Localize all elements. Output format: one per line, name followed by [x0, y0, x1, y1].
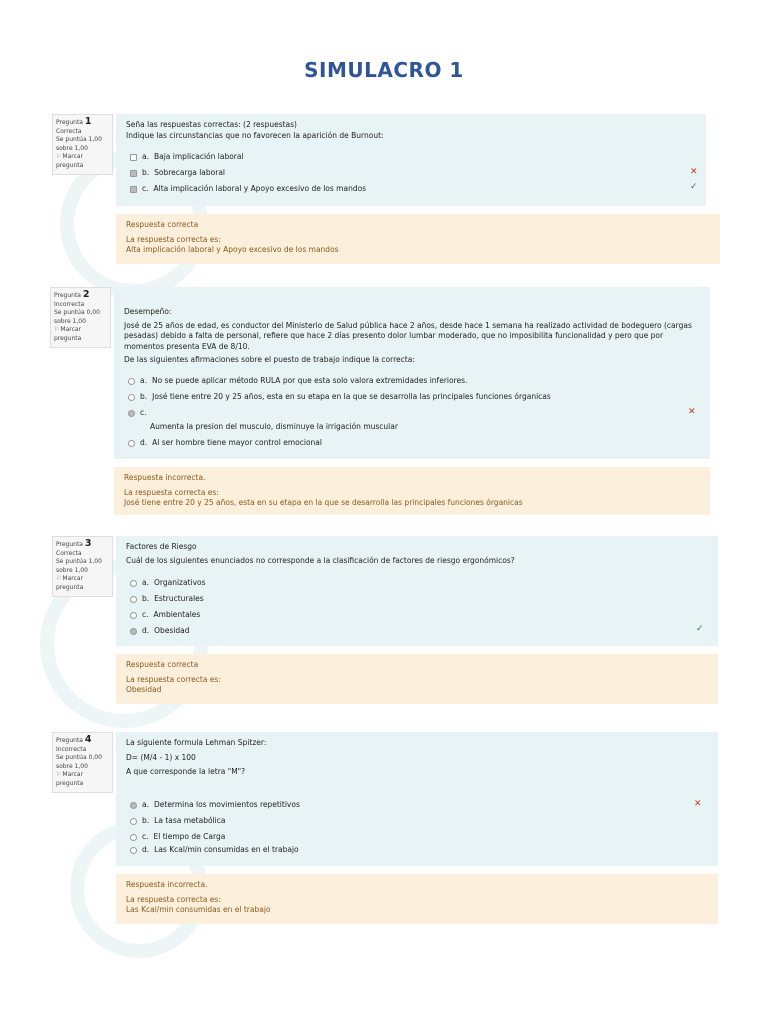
question-number: 1: [84, 116, 92, 127]
question-status: Incorrecta: [54, 300, 85, 308]
question-4: [52, 732, 718, 926]
question-text: De las siguientes afirmaciones sobre el puesto de trabajo indique la correcta:: [124, 355, 415, 364]
feedback-box: [114, 467, 710, 515]
question-text: Cuál de los siguientes enunciados no corresponde a la clasificación de factores de riesgo ergonómicos?: [126, 555, 515, 565]
question-1: [52, 114, 720, 264]
feedback-label: La respuesta correcta es:: [126, 674, 221, 684]
flag-icon[interactable]: ⚐: [54, 326, 60, 333]
feedback-answer: Alta implicación laboral y Apoyo excesivo de los mandos: [126, 245, 339, 254]
radio-button[interactable]: [128, 440, 135, 447]
question-text: D= (M/4 - 1) x 100: [126, 752, 196, 762]
question-status: Correcta: [56, 127, 82, 135]
question-info: [50, 287, 111, 348]
radio-button[interactable]: [130, 612, 137, 619]
question-content: [116, 536, 718, 646]
option-b[interactable]: b. Sobrecarga laboral: [130, 168, 225, 179]
question-label: Pregunta: [56, 737, 83, 744]
feedback-status: Respuesta correcta: [126, 660, 199, 669]
flag-icon[interactable]: ⚐: [56, 575, 62, 582]
radio-button[interactable]: [130, 596, 137, 603]
radio-button[interactable]: [130, 802, 137, 809]
correct-icon: ✓: [690, 182, 698, 192]
question-text: José de 25 años de edad, es conductor del Ministerio de Salud pública hace 2 años, desde hace 1 semana ha realizado actividad de bodeguero (cargas pesadas) debido a falta de personal, refiere que hace 2 días presento dolor lumbar moderado, que no imposibilita funcionalidad y pero que por momentos presenta EVA de 8/10.: [124, 320, 692, 351]
option-a[interactable]: a. No se puede aplicar método RULA por que esta solo valora extremidades inferiores.: [128, 376, 467, 387]
feedback-status: Respuesta correcta: [126, 220, 199, 229]
question-3: [52, 536, 718, 704]
question-label: Pregunta: [54, 292, 81, 299]
feedback-box: [116, 874, 718, 924]
question-score: Se puntúa 1,00 sobre 1,00: [56, 136, 102, 152]
page-title: SIMULACRO 1: [304, 58, 464, 82]
question-text: Factores de Riesgo: [126, 542, 197, 551]
radio-button[interactable]: [130, 818, 137, 825]
option-b[interactable]: b. José tiene entre 20 y 25 años, esta en su etapa en la que se desarrolla las principales funciones órganicas: [128, 392, 551, 403]
option-c[interactable]: c.: [128, 408, 152, 419]
feedback-answer: Las Kcal/min consumidas en el trabajo: [126, 905, 271, 914]
incorrect-icon: ✕: [690, 167, 698, 177]
flag-question-link[interactable]: Marcar pregunta: [56, 771, 84, 787]
question-2: [50, 287, 710, 517]
question-info: [52, 114, 113, 175]
question-status: Correcta: [56, 549, 82, 557]
feedback-label: La respuesta correcta es:: [124, 487, 219, 497]
option-d[interactable]: d. Las Kcal/min consumidas en el trabajo: [130, 845, 299, 856]
question-score: Se puntúa 1,00 sobre 1,00: [56, 558, 102, 574]
flag-icon[interactable]: ⚐: [56, 771, 62, 778]
question-text: A que corresponde la letra "M"?: [126, 767, 246, 776]
checkbox[interactable]: [130, 186, 137, 193]
option-d[interactable]: d. Obesidad: [130, 626, 190, 637]
flag-icon[interactable]: ⚐: [56, 153, 62, 160]
question-score: Se puntúa 0,00 sobre 1,00: [56, 754, 102, 770]
feedback-box: [116, 654, 718, 704]
feedback-status: Respuesta incorrecta.: [126, 880, 208, 889]
radio-button[interactable]: [128, 394, 135, 401]
feedback-label: La respuesta correcta es:: [126, 234, 221, 244]
radio-button[interactable]: [130, 628, 137, 635]
option-a[interactable]: a. Determina los movimientos repetitivos: [130, 800, 300, 811]
checkbox[interactable]: [130, 170, 137, 177]
option-c[interactable]: c. Ambientales: [130, 610, 200, 621]
question-info: [52, 536, 113, 597]
checkbox[interactable]: [130, 154, 137, 161]
question-number: 2: [82, 289, 90, 300]
radio-button[interactable]: [130, 834, 137, 841]
flag-question-link[interactable]: Marcar pregunta: [56, 153, 84, 169]
question-number: 3: [84, 538, 92, 549]
option-a[interactable]: a. Organizativos: [130, 578, 206, 589]
question-content: [116, 114, 706, 206]
option-b[interactable]: b. La tasa metabólica: [130, 816, 225, 827]
radio-button[interactable]: [128, 378, 135, 385]
question-text: Indique las circunstancias que no favorecen la aparición de Burnout:: [126, 130, 384, 140]
option-b[interactable]: b. Estructurales: [130, 594, 204, 605]
question-content: [116, 732, 718, 866]
question-number: 4: [84, 734, 92, 745]
radio-button[interactable]: [128, 410, 135, 417]
option-c-text: Aumenta la presion del musculo, disminuye la irrigación muscular: [150, 422, 398, 431]
question-text: La siguiente formula Lehman Spitzer:: [126, 738, 267, 747]
correct-icon: ✓: [696, 624, 704, 634]
flag-question-link[interactable]: Marcar pregunta: [54, 326, 82, 342]
feedback-label: La respuesta correcta es:: [126, 894, 221, 904]
question-content: [114, 287, 710, 459]
option-d[interactable]: d. Al ser hombre tiene mayor control emocional: [128, 438, 322, 449]
option-c[interactable]: c. Alta implicación laboral y Apoyo excesivo de los mandos: [130, 184, 366, 195]
question-text: Desempeño:: [124, 307, 172, 316]
question-status: Incorrecta: [56, 745, 87, 753]
radio-button[interactable]: [130, 847, 137, 854]
option-a[interactable]: a. Baja implicación laboral: [130, 152, 244, 163]
radio-button[interactable]: [130, 580, 137, 587]
incorrect-icon: ✕: [688, 407, 696, 417]
question-label: Pregunta: [56, 119, 83, 126]
question-info: [52, 732, 113, 793]
flag-question-link[interactable]: Marcar pregunta: [56, 575, 84, 591]
question-score: Se puntúa 0,00 sobre 1,00: [54, 309, 100, 325]
question-label: Pregunta: [56, 541, 83, 548]
option-c[interactable]: c. El tiempo de Carga: [130, 832, 225, 843]
incorrect-icon: ✕: [694, 799, 702, 809]
feedback-answer: José tiene entre 20 y 25 años, esta en su etapa en la que se desarrolla las principales funciones órganicas: [124, 498, 523, 507]
feedback-box: [116, 214, 720, 264]
question-text: Seña las respuestas correctas: (2 respuestas): [126, 120, 297, 129]
feedback-answer: Obesidad: [126, 685, 162, 694]
feedback-status: Respuesta incorrecta.: [124, 473, 206, 482]
